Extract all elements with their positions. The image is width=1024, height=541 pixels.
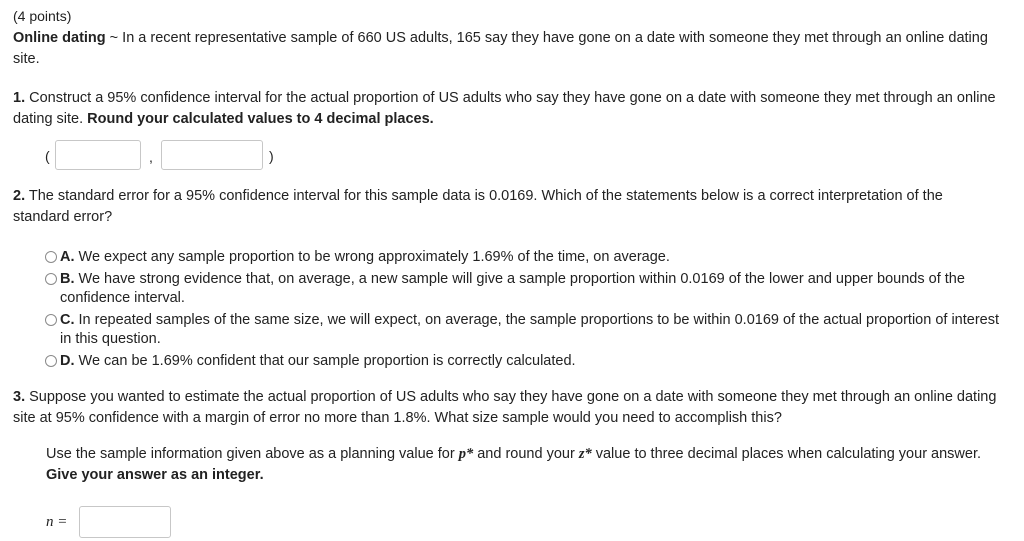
points-label: (4 points) — [13, 8, 72, 24]
q2-options — [45, 248, 1003, 371]
radio-c[interactable] — [45, 314, 57, 326]
radio-d[interactable] — [45, 355, 57, 367]
sample-size-input[interactable] — [79, 506, 171, 538]
intro-paragraph — [13, 28, 1003, 70]
sample-size-row — [46, 506, 1003, 538]
q3-instr-bold: Give your answer as an integer. — [46, 467, 264, 483]
close-paren: ) — [269, 148, 274, 164]
confidence-interval-row — [13, 140, 1003, 176]
q3-instructions — [46, 444, 1003, 486]
radio-a[interactable] — [45, 251, 57, 263]
q3-instr-a: Use the sample information given above as a planning value for — [46, 446, 459, 462]
p-star: p* — [458, 446, 474, 462]
intro-text: In a recent representative sample of 660 US adults, 165 say they have gone on a date with someone they met through an online dating site. — [13, 30, 988, 67]
open-paren: ( — [45, 148, 50, 164]
question-3 — [13, 387, 1003, 429]
q1-instruction: Round your calculated values to 4 decimal places. — [87, 111, 434, 127]
option-a-letter: A. — [60, 249, 75, 265]
option-b-text: We have strong evidence that, on average, a new sample will give a sample proportion within 0.0169 of the lower and upper bounds of the confidence interval. — [60, 271, 965, 306]
radio-b[interactable] — [45, 273, 57, 285]
option-c-text: In repeated samples of the same size, we will expect, on average, the sample proportions to be within 0.0169 of the actual proportion of interest in this question. — [60, 312, 1000, 347]
option-d[interactable] — [45, 352, 1003, 371]
ci-lower-input[interactable] — [55, 140, 141, 170]
q1-number: 1. — [13, 90, 26, 106]
option-a-text: We expect any sample proportion to be wrong approximately 1.69% of the time, on average. — [74, 249, 670, 265]
q3-text: Suppose you wanted to estimate the actual proportion of US adults who say they have gone on a date with someone they met through an online dating site at 95% confidence with a margin of error no more than 1.8%. What size sample would you need to accomplish this? — [13, 389, 997, 426]
option-a[interactable] — [45, 248, 1003, 267]
n-label: n = — [46, 513, 68, 530]
option-d-letter: D. — [60, 353, 75, 369]
q2-text: The standard error for a 95% confidence interval for this sample data is 0.0169. Which of the statements below is a correct interpretation of the standard error? — [13, 188, 943, 225]
intro-separator: ~ — [105, 30, 123, 46]
question-2 — [13, 186, 1003, 228]
option-d-text: We can be 1.69% confident that our sample proportion is correctly calculated. — [74, 353, 576, 369]
ci-upper-input[interactable] — [161, 140, 263, 170]
ci-comma: , — [149, 149, 153, 165]
option-b-letter: B. — [60, 271, 75, 287]
option-c[interactable] — [45, 311, 1003, 349]
intro-title: Online dating — [13, 30, 106, 46]
q1-text: Construct a 95% confidence interval for the actual proportion of US adults who say they have gone on a date with someone they met through an online dating site. — [13, 90, 996, 127]
option-c-letter: C. — [60, 312, 75, 328]
q3-instr-b: and round your — [473, 446, 579, 462]
q3-number: 3. — [13, 389, 26, 405]
z-star: z* — [578, 446, 592, 462]
question-1 — [13, 88, 1003, 130]
q2-number: 2. — [13, 188, 26, 204]
option-b[interactable] — [45, 270, 1003, 308]
q3-instr-c: value to three decimal places when calculating your answer. — [591, 446, 982, 462]
